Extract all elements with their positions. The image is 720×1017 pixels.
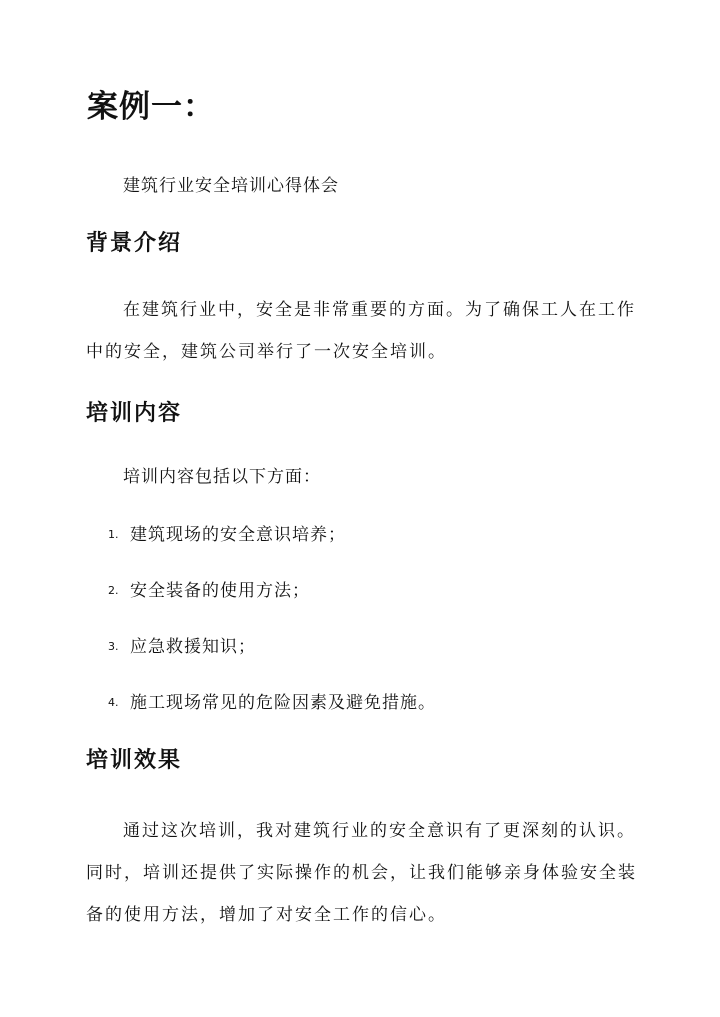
document-subtitle: 建筑行业安全培训心得体会 [123, 176, 339, 196]
list-item-text: 安全装备的使用方法； [130, 581, 310, 601]
list-item [108, 577, 628, 605]
section-intro-training-content: 培训内容包括以下方面： [123, 467, 321, 487]
list-item-number: 1. [108, 528, 119, 541]
list-item-number: 2. [108, 584, 119, 597]
list-item-text: 建筑现场的安全意识培养； [130, 525, 346, 545]
section-heading-training-content: 培训内容 [86, 400, 183, 426]
list-item [108, 633, 628, 661]
list-item-number: 4. [108, 696, 119, 709]
section-paragraph-background: 在建筑行业中，安全是非常重要的方面。为了确保工人在工作中的安全，建筑公司举行了一次安全培训。 [86, 300, 636, 362]
list-item [108, 521, 628, 549]
document-title: 案例一： [87, 89, 215, 125]
section-heading-background: 背景介绍 [86, 230, 183, 256]
list-item-number: 3. [108, 640, 119, 653]
list-item-text: 施工现场常见的危险因素及避免措施。 [130, 693, 436, 713]
section-paragraph-training-effect: 通过这次培训，我对建筑行业的安全意识有了更深刻的认识。同时，培训还提供了实际操作的机会，让我们能够亲身体验安全装备的使用方法，增加了对安全工作的信心。 [86, 821, 637, 925]
list-item [108, 689, 628, 717]
list-item-text: 应急救援知识； [130, 637, 256, 657]
section-heading-training-effect: 培训效果 [86, 747, 183, 773]
